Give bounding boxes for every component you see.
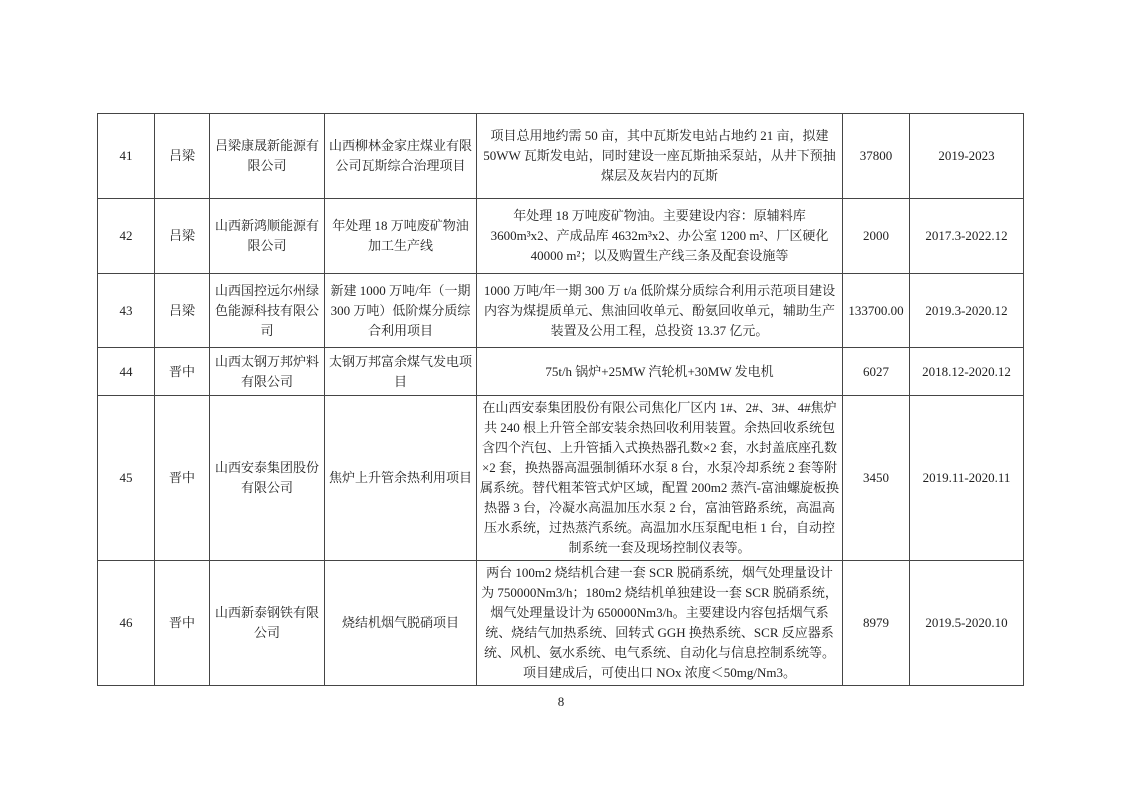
cell-city: 吕梁 (155, 199, 210, 274)
cell-company: 山西太钢万邦炉料有限公司 (210, 348, 325, 396)
cell-period: 2019.3-2020.12 (910, 274, 1024, 348)
cell-project: 新建 1000 万吨/年（一期 300 万吨）低阶煤分质综合利用项目 (325, 274, 477, 348)
cell-project: 山西柳林金家庄煤业有限公司瓦斯综合治理项目 (325, 114, 477, 199)
cell-company: 吕梁康晟新能源有限公司 (210, 114, 325, 199)
cell-investment: 8979 (843, 561, 910, 686)
cell-project: 烧结机烟气脱硝项目 (325, 561, 477, 686)
cell-project: 年处理 18 万吨废矿物油加工生产线 (325, 199, 477, 274)
cell-city: 晋中 (155, 348, 210, 396)
cell-project: 太钢万邦富余煤气发电项目 (325, 348, 477, 396)
cell-company: 山西新鸿顺能源有限公司 (210, 199, 325, 274)
cell-investment: 133700.00 (843, 274, 910, 348)
table-row (98, 561, 1024, 686)
table-row (98, 114, 1024, 199)
cell-company: 山西安泰集团股份有限公司 (210, 396, 325, 561)
cell-project: 焦炉上升管余热利用项目 (325, 396, 477, 561)
cell-period: 2018.12-2020.12 (910, 348, 1024, 396)
cell-serial: 43 (98, 274, 155, 348)
cell-description: 年处理 18 万吨废矿物油。主要建设内容：原辅料库 3600m³x2、产成品库 4632m³x2、办公室 1200 m²、厂区硬化 40000 m²；以及购置生产线三条及配套设施等 (477, 199, 843, 274)
cell-investment: 3450 (843, 396, 910, 561)
cell-company: 山西新泰钢铁有限公司 (210, 561, 325, 686)
cell-serial: 46 (98, 561, 155, 686)
cell-description: 两台 100m2 烧结机合建一套 SCR 脱硝系统，烟气处理量设计为 750000Nm3/h；180m2 烧结机单独建设一套 SCR 脱硝系统，烟气处理量设计为 650000Nm3/h。主要建设内容包括烟气系统、烧结气加热系统、回转式 GGH 换热系统、SCR 反应器系统、风机、氨水系统、电气系统、自动化与信息控制系统等。项目建成后，可使出口 NOx 浓度＜50mg/Nm3。 (477, 561, 843, 686)
cell-period: 2019.11-2020.11 (910, 396, 1024, 561)
cell-city: 吕梁 (155, 274, 210, 348)
cell-serial: 41 (98, 114, 155, 199)
cell-period: 2019.5-2020.10 (910, 561, 1024, 686)
table-row (98, 348, 1024, 396)
cell-description: 项目总用地约需 50 亩，其中瓦斯发电站占地约 21 亩，拟建 50WW 瓦斯发电站，同时建设一座瓦斯抽采泵站，从井下预抽煤层及灰岩内的瓦斯 (477, 114, 843, 199)
cell-period: 2019-2023 (910, 114, 1024, 199)
cell-company: 山西国控远尔州绿色能源科技有限公司 (210, 274, 325, 348)
cell-city: 晋中 (155, 396, 210, 561)
cell-investment: 6027 (843, 348, 910, 396)
cell-investment: 2000 (843, 199, 910, 274)
cell-period: 2017.3-2022.12 (910, 199, 1024, 274)
cell-serial: 42 (98, 199, 155, 274)
cell-serial: 45 (98, 396, 155, 561)
table-row (98, 274, 1024, 348)
cell-description: 75t/h 锅炉+25MW 汽轮机+30MW 发电机 (477, 348, 843, 396)
cell-city: 吕梁 (155, 114, 210, 199)
cell-investment: 37800 (843, 114, 910, 199)
cell-description: 在山西安泰集团股份有限公司焦化厂区内 1#、2#、3#、4#焦炉共 240 根上升管全部安装余热回收利用装置。余热回收系统包含四个汽包、上升管插入式换热器孔数×2 套，水封盖底座孔数×2 套，换热器高温强制循环水泵 8 台，水泵冷却系统 2 套等附属系统。替代粗苯管式炉区域，配置 200m2 蒸汽-富油螺旋板换热器 3 台，冷凝水高温加压水泵 2 台，富油管路系统，高温高压水系统，过热蒸汽系统。高温加水压泵配电柜 1 台，自动控制系统一套及现场控制仪表等。 (477, 396, 843, 561)
projects-table (97, 113, 1024, 686)
cell-city: 晋中 (155, 561, 210, 686)
page-number: 8 (557, 694, 565, 709)
cell-serial: 44 (98, 348, 155, 396)
table-row (98, 396, 1024, 561)
table-row (98, 199, 1024, 274)
cell-description: 1000 万吨/年一期 300 万 t/a 低阶煤分质综合利用示范项目建设内容为煤提质单元、焦油回收单元、酚氨回收单元，辅助生产装置及公用工程，总投资 13.37 亿元。 (477, 274, 843, 348)
